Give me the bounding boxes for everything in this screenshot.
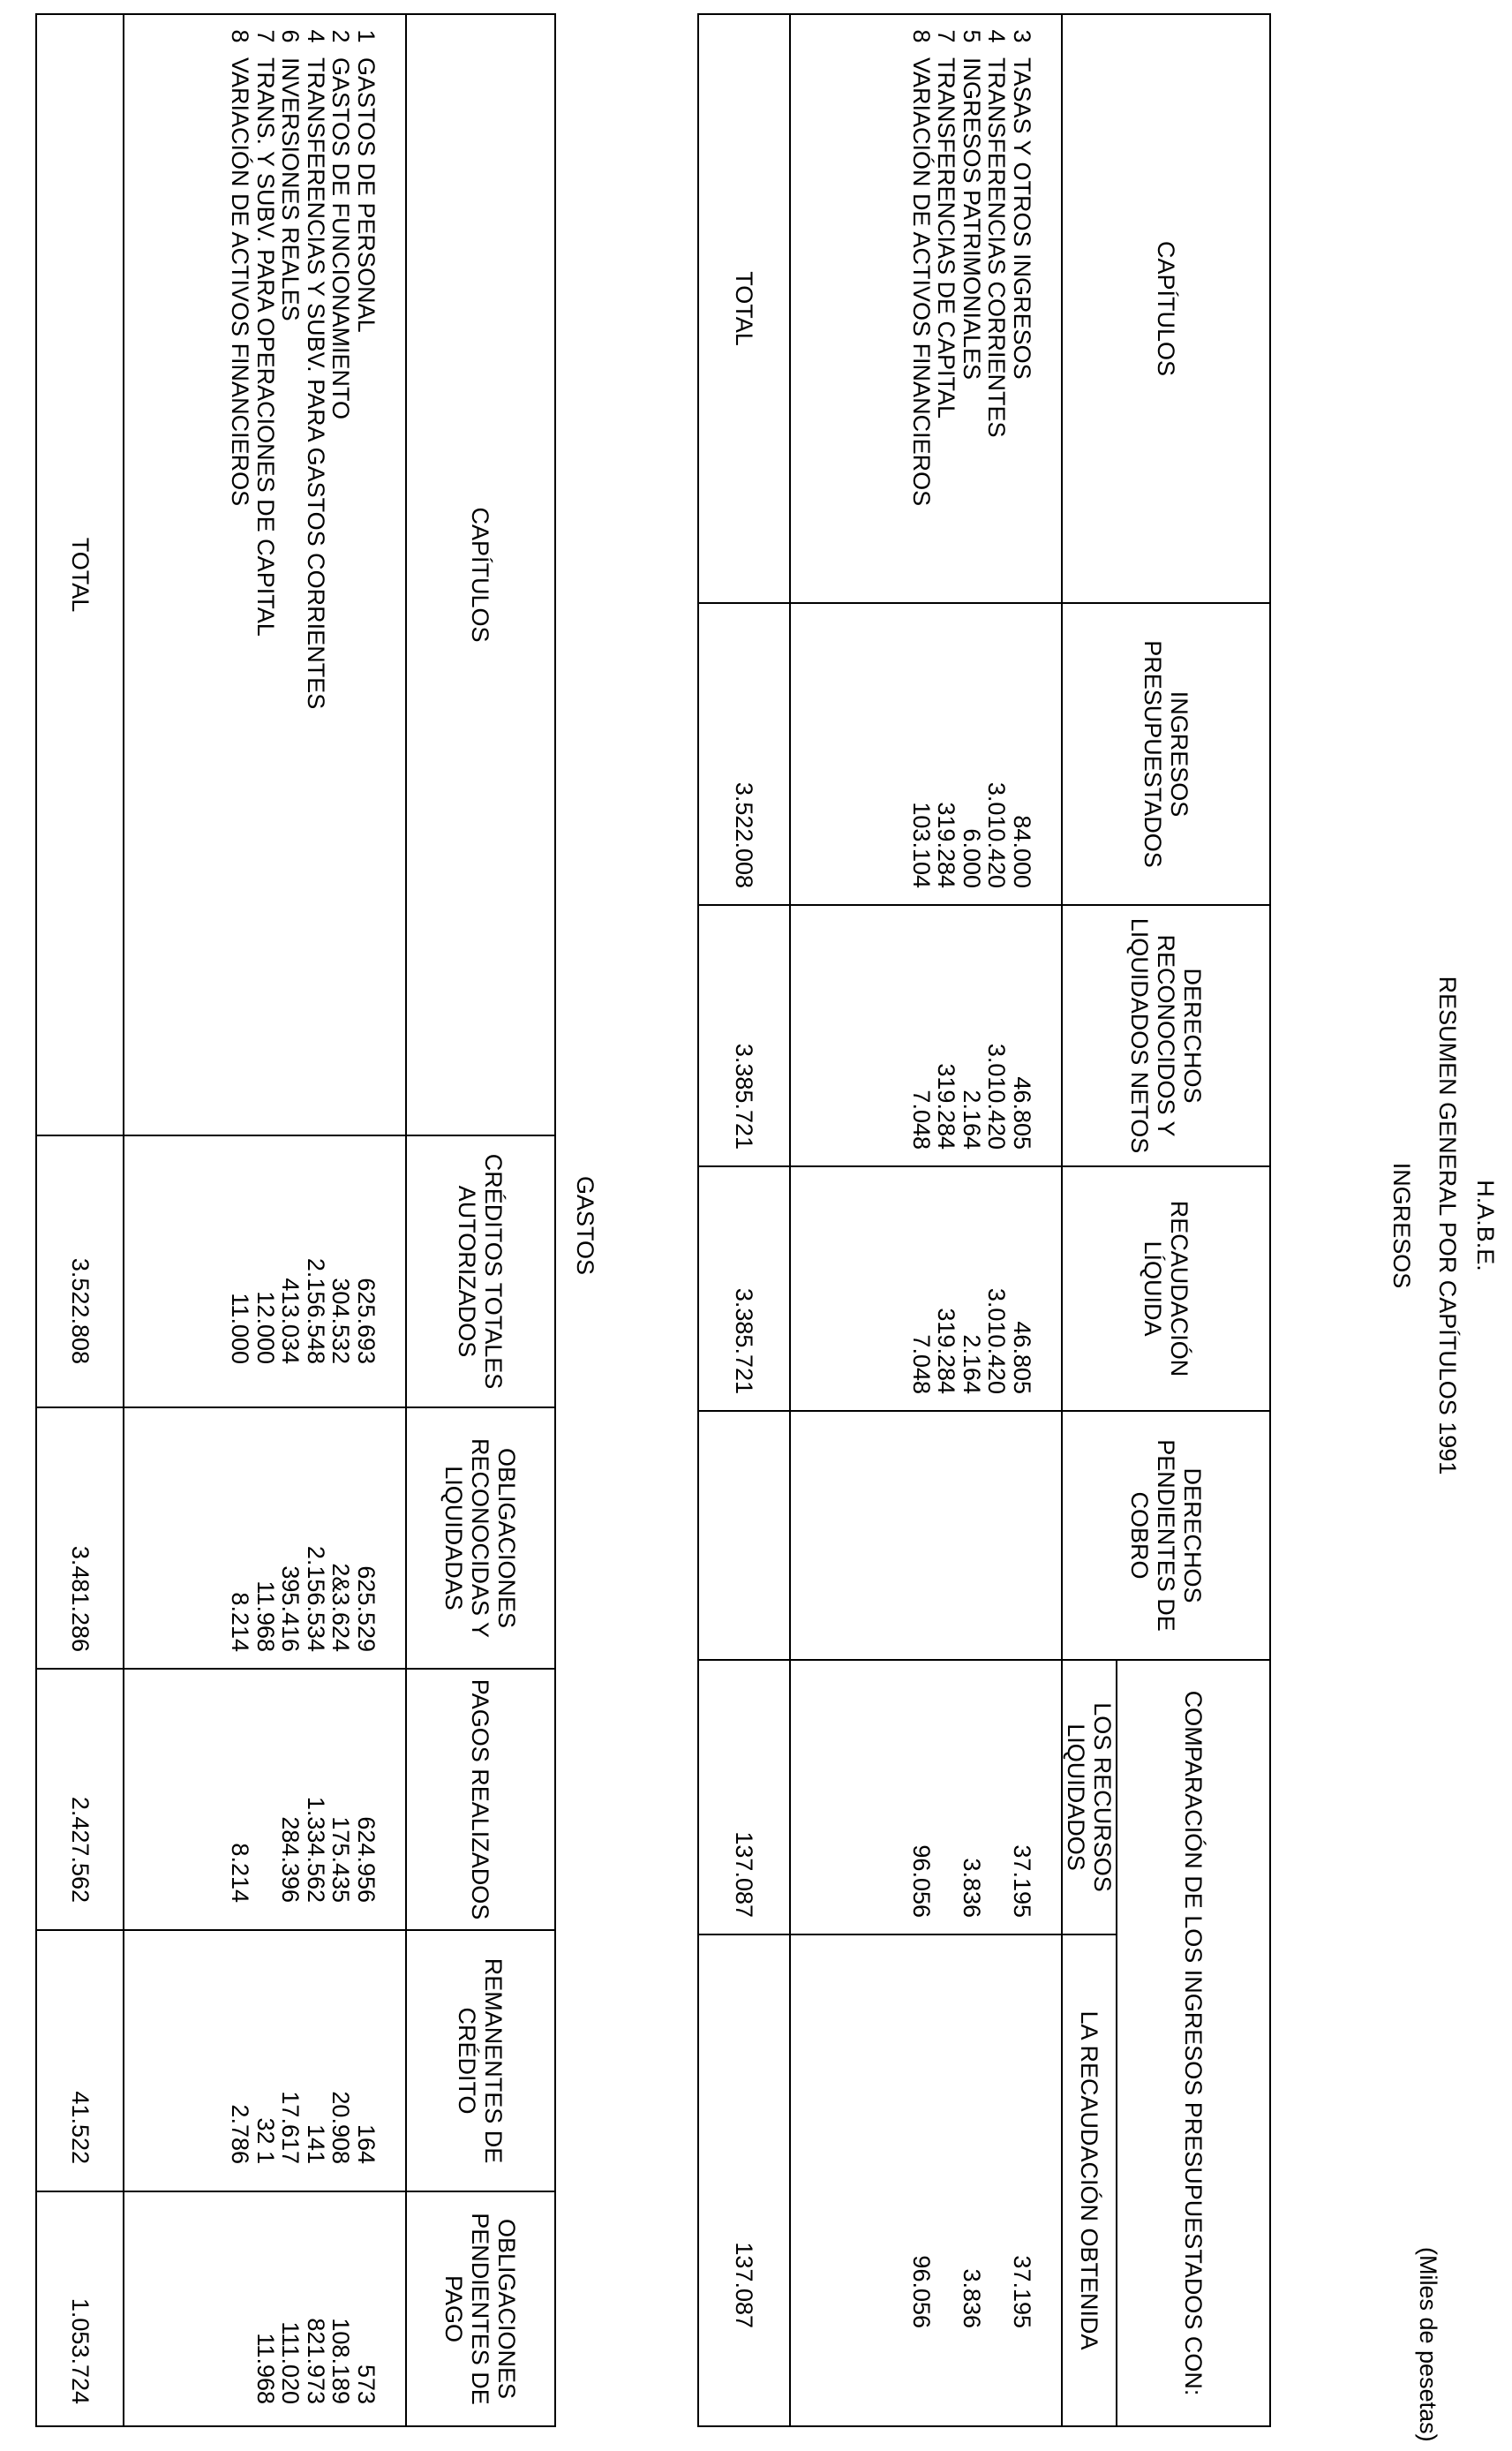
chapter-number: 7 (252, 29, 279, 43)
gas-header-pagos: PAGOS REALIZADOS (406, 1669, 555, 1930)
value: 395.416 (277, 1565, 305, 1652)
value: 284.396 (277, 1816, 305, 1903)
value: 7.048 (908, 1334, 935, 1394)
value: 3.010.420 (983, 1043, 1011, 1150)
value (984, 1412, 1010, 1643)
value: 3.010.420 (983, 1287, 1011, 1394)
gas-body-row (124, 14, 406, 2426)
gas-total-obligaciones: 3.481.286 (36, 1407, 124, 1669)
ing-header-presupuestados: INGRESOS PRESUPUESTADOS (1062, 603, 1270, 905)
chapter-name: INVERSIONES REALES (277, 57, 305, 321)
chapter-name: INGRESOS PATRIMONIALES (959, 57, 985, 381)
value: 103.104 (908, 802, 935, 888)
chapter-name: TRANSFERENCIAS CORRIENTES (983, 57, 1011, 438)
chapter-name: TRANS. Y SUBV. PARA OPERACIONES DE CAPITAL (252, 57, 279, 637)
gas-total-row (36, 14, 124, 2426)
ing-capitulos-cell (790, 14, 1062, 603)
ing-header-recaudacion: RECAUDACIÓN LÍQUIDA (1062, 1166, 1270, 1411)
value (984, 1661, 1010, 1918)
chapter-name: VARIACIÓN DE ACTIVOS FINANCIEROS (227, 57, 254, 507)
value (984, 1935, 1010, 2328)
chapter-number: 8 (908, 29, 935, 43)
value: 319.284 (933, 802, 960, 888)
ingresos-title: INGRESOS (1388, 1162, 1415, 1289)
list-item (253, 15, 279, 1135)
gas-pagos-cell (124, 1669, 406, 1930)
value: 2.156.548 (303, 1257, 329, 1364)
value (1010, 1412, 1035, 1643)
value: 3.836 (959, 2268, 985, 2329)
entity-heading: H.A.B.E. (1472, 1180, 1499, 1271)
chapter-number: 3 (1009, 29, 1035, 43)
value: 413.034 (277, 1278, 305, 1364)
value: 624.956 (353, 1816, 380, 1903)
ing-header-recursos: LOS RECURSOS LIQUIDADOS (1062, 1660, 1117, 1934)
value: 6.000 (959, 828, 985, 888)
list-item (1010, 15, 1035, 602)
chapter-name: VARIACIÓN DE ACTIVOS FINANCIEROS (908, 57, 935, 507)
chapter-name: TRANSFERENCIAS Y SUBV. PARA GASTOS CORRIENTES (303, 57, 329, 710)
gas-capitulos-cell (124, 14, 406, 1135)
list-item (354, 15, 380, 1135)
value: 37.195 (1009, 2255, 1035, 2329)
value: 3.836 (959, 1858, 985, 1918)
gas-pendientes-cell (124, 2191, 406, 2426)
value: 164 (353, 2123, 380, 2164)
ing-total-label: TOTAL (698, 14, 790, 603)
ing-recursos-cell (790, 1660, 1062, 1934)
chapter-number: 1 (353, 29, 380, 43)
ing-header-obtenida: LA RECAUDACIÓN OBTENIDA (1062, 1934, 1117, 2426)
ing-total-recaudacion: 3.385.721 (698, 1166, 790, 1411)
chapter-number: 2 (327, 29, 355, 43)
gas-total-label: TOTAL (36, 14, 124, 1135)
list-item (934, 15, 959, 602)
list-item (228, 15, 253, 1135)
ing-total-obtenida: 137.087 (698, 1934, 790, 2426)
list-item (984, 15, 1010, 602)
chapter-name: GASTOS DE FUNCIONAMIENTO (327, 57, 355, 420)
value: 821.973 (303, 2318, 329, 2404)
ing-pendientes-cell (790, 1411, 1062, 1660)
ing-header-derechos: DERECHOS RECONOCIDOS Y LIQUIDADOS NETOS (1062, 905, 1270, 1166)
ing-header-capitulos: CAPÍTULOS (1062, 14, 1270, 603)
value: 573 (353, 2364, 380, 2404)
ing-total-row (698, 14, 790, 2426)
ing-header-pendientes: DERECHOS PENDIENTES DE COBRO (1062, 1411, 1270, 1660)
value: 96.056 (908, 2255, 935, 2329)
value: 2.786 (227, 2104, 254, 2164)
value (934, 1935, 959, 2328)
gas-total-remanentes: 41.522 (36, 1930, 124, 2191)
gas-creditos-cell (124, 1135, 406, 1407)
gas-total-creditos: 3.522.808 (36, 1135, 124, 1407)
chapter-name: GASTOS DE PERSONAL (353, 57, 380, 333)
value (934, 1661, 959, 1918)
value (253, 1670, 279, 1903)
value: 17.617 (277, 2091, 305, 2164)
value: 8.214 (227, 1592, 254, 1652)
ing-body-row (790, 14, 1062, 2426)
value: 8.214 (227, 1843, 254, 1903)
ing-total-derechos: 3.385.721 (698, 905, 790, 1166)
value: 625.693 (353, 1278, 380, 1364)
chapter-number: 7 (933, 29, 960, 43)
unit-note: (Miles de pesetas) (1415, 2247, 1441, 2442)
value: 37.195 (1009, 1844, 1035, 1918)
value: 46.805 (1009, 1076, 1035, 1150)
ing-total-pendientes (698, 1411, 790, 1660)
value: 2.164 (959, 1090, 985, 1150)
chapter-number: 5 (959, 29, 985, 43)
value: 3.010.420 (983, 781, 1011, 888)
value: 46.805 (1009, 1321, 1035, 1394)
value: 304.532 (327, 1278, 355, 1364)
ing-presupuestados-cell (790, 603, 1062, 905)
list-item (959, 15, 985, 602)
value: 2.164 (959, 1334, 985, 1394)
value: 96.056 (908, 1844, 935, 1918)
value: 319.284 (933, 1308, 960, 1394)
chapter-number: 4 (303, 29, 329, 43)
gas-remanentes-cell (124, 1930, 406, 2191)
ing-recaudacion-cell (790, 1166, 1062, 1411)
ing-obtenida-cell (790, 1934, 1062, 2426)
value: 2&3.624 (327, 1563, 355, 1652)
ing-header-comparacion: COMPARACIÓN DE LOS INGRESOS PRESUPUESTADOS CON: (1117, 1660, 1270, 2426)
gas-header-obligaciones: OBLIGACIONES RECONOCIDAS Y LIQUIDADAS (406, 1407, 555, 1669)
value: 175.435 (327, 1816, 355, 1903)
ing-total-presupuestados: 3.522.008 (698, 603, 790, 905)
value: 7.048 (908, 1090, 935, 1150)
value: 11.000 (227, 1293, 254, 1364)
value: 84.000 (1009, 815, 1035, 888)
gas-total-pagos: 2.427.562 (36, 1669, 124, 1930)
gas-obligaciones-cell (124, 1407, 406, 1669)
value: 141 (303, 2123, 329, 2164)
chapter-name: TASAS Y OTROS INGRESOS (1009, 57, 1035, 380)
list-item (278, 15, 304, 1135)
value (228, 2192, 253, 2404)
value: 319.284 (933, 1063, 960, 1150)
value: 625.529 (353, 1565, 380, 1652)
value: 1.334.562 (303, 1796, 329, 1903)
report-title: RESUMEN GENERAL POR CAPÍTULOS 1991 (1434, 976, 1461, 1475)
value: 12.000 (252, 1291, 279, 1364)
value: 20.908 (327, 2091, 355, 2164)
value: 2.156.534 (303, 1545, 329, 1652)
chapter-number: 4 (983, 29, 1011, 43)
gas-header-capitulos: CAPÍTULOS (406, 14, 555, 1135)
list-item (304, 15, 329, 1135)
value: 11.968 (252, 1580, 279, 1652)
value: 11.968 (252, 2333, 279, 2404)
list-item (909, 15, 935, 602)
value (909, 1412, 935, 1643)
value (959, 1412, 985, 1643)
gas-total-pendientes: 1.053.724 (36, 2191, 124, 2426)
gastos-title: GASTOS (572, 1175, 598, 1276)
gas-header-creditos: CRÉDITOS TOTALES AUTORIZADOS (406, 1135, 555, 1407)
gas-header-remanentes: REMANENTES DE CRÉDITO (406, 1930, 555, 2191)
chapter-name: TRANSFERENCIAS DE CAPITAL (933, 57, 960, 419)
ing-derechos-cell (790, 905, 1062, 1166)
value (934, 1412, 959, 1643)
chapter-number: 8 (227, 29, 254, 43)
chapter-number: 6 (277, 29, 305, 43)
gas-header-pendientes: OBLIGACIONES PENDIENTES DE PAGO (406, 2191, 555, 2426)
gastos-table (35, 13, 556, 2427)
ingresos-table (697, 13, 1271, 2427)
value: 108.189 (327, 2318, 355, 2404)
list-item (328, 15, 354, 1135)
value: 32 1 (252, 2117, 279, 2164)
ing-total-recursos: 137.087 (698, 1660, 790, 1934)
value: 111.020 (277, 2321, 305, 2404)
